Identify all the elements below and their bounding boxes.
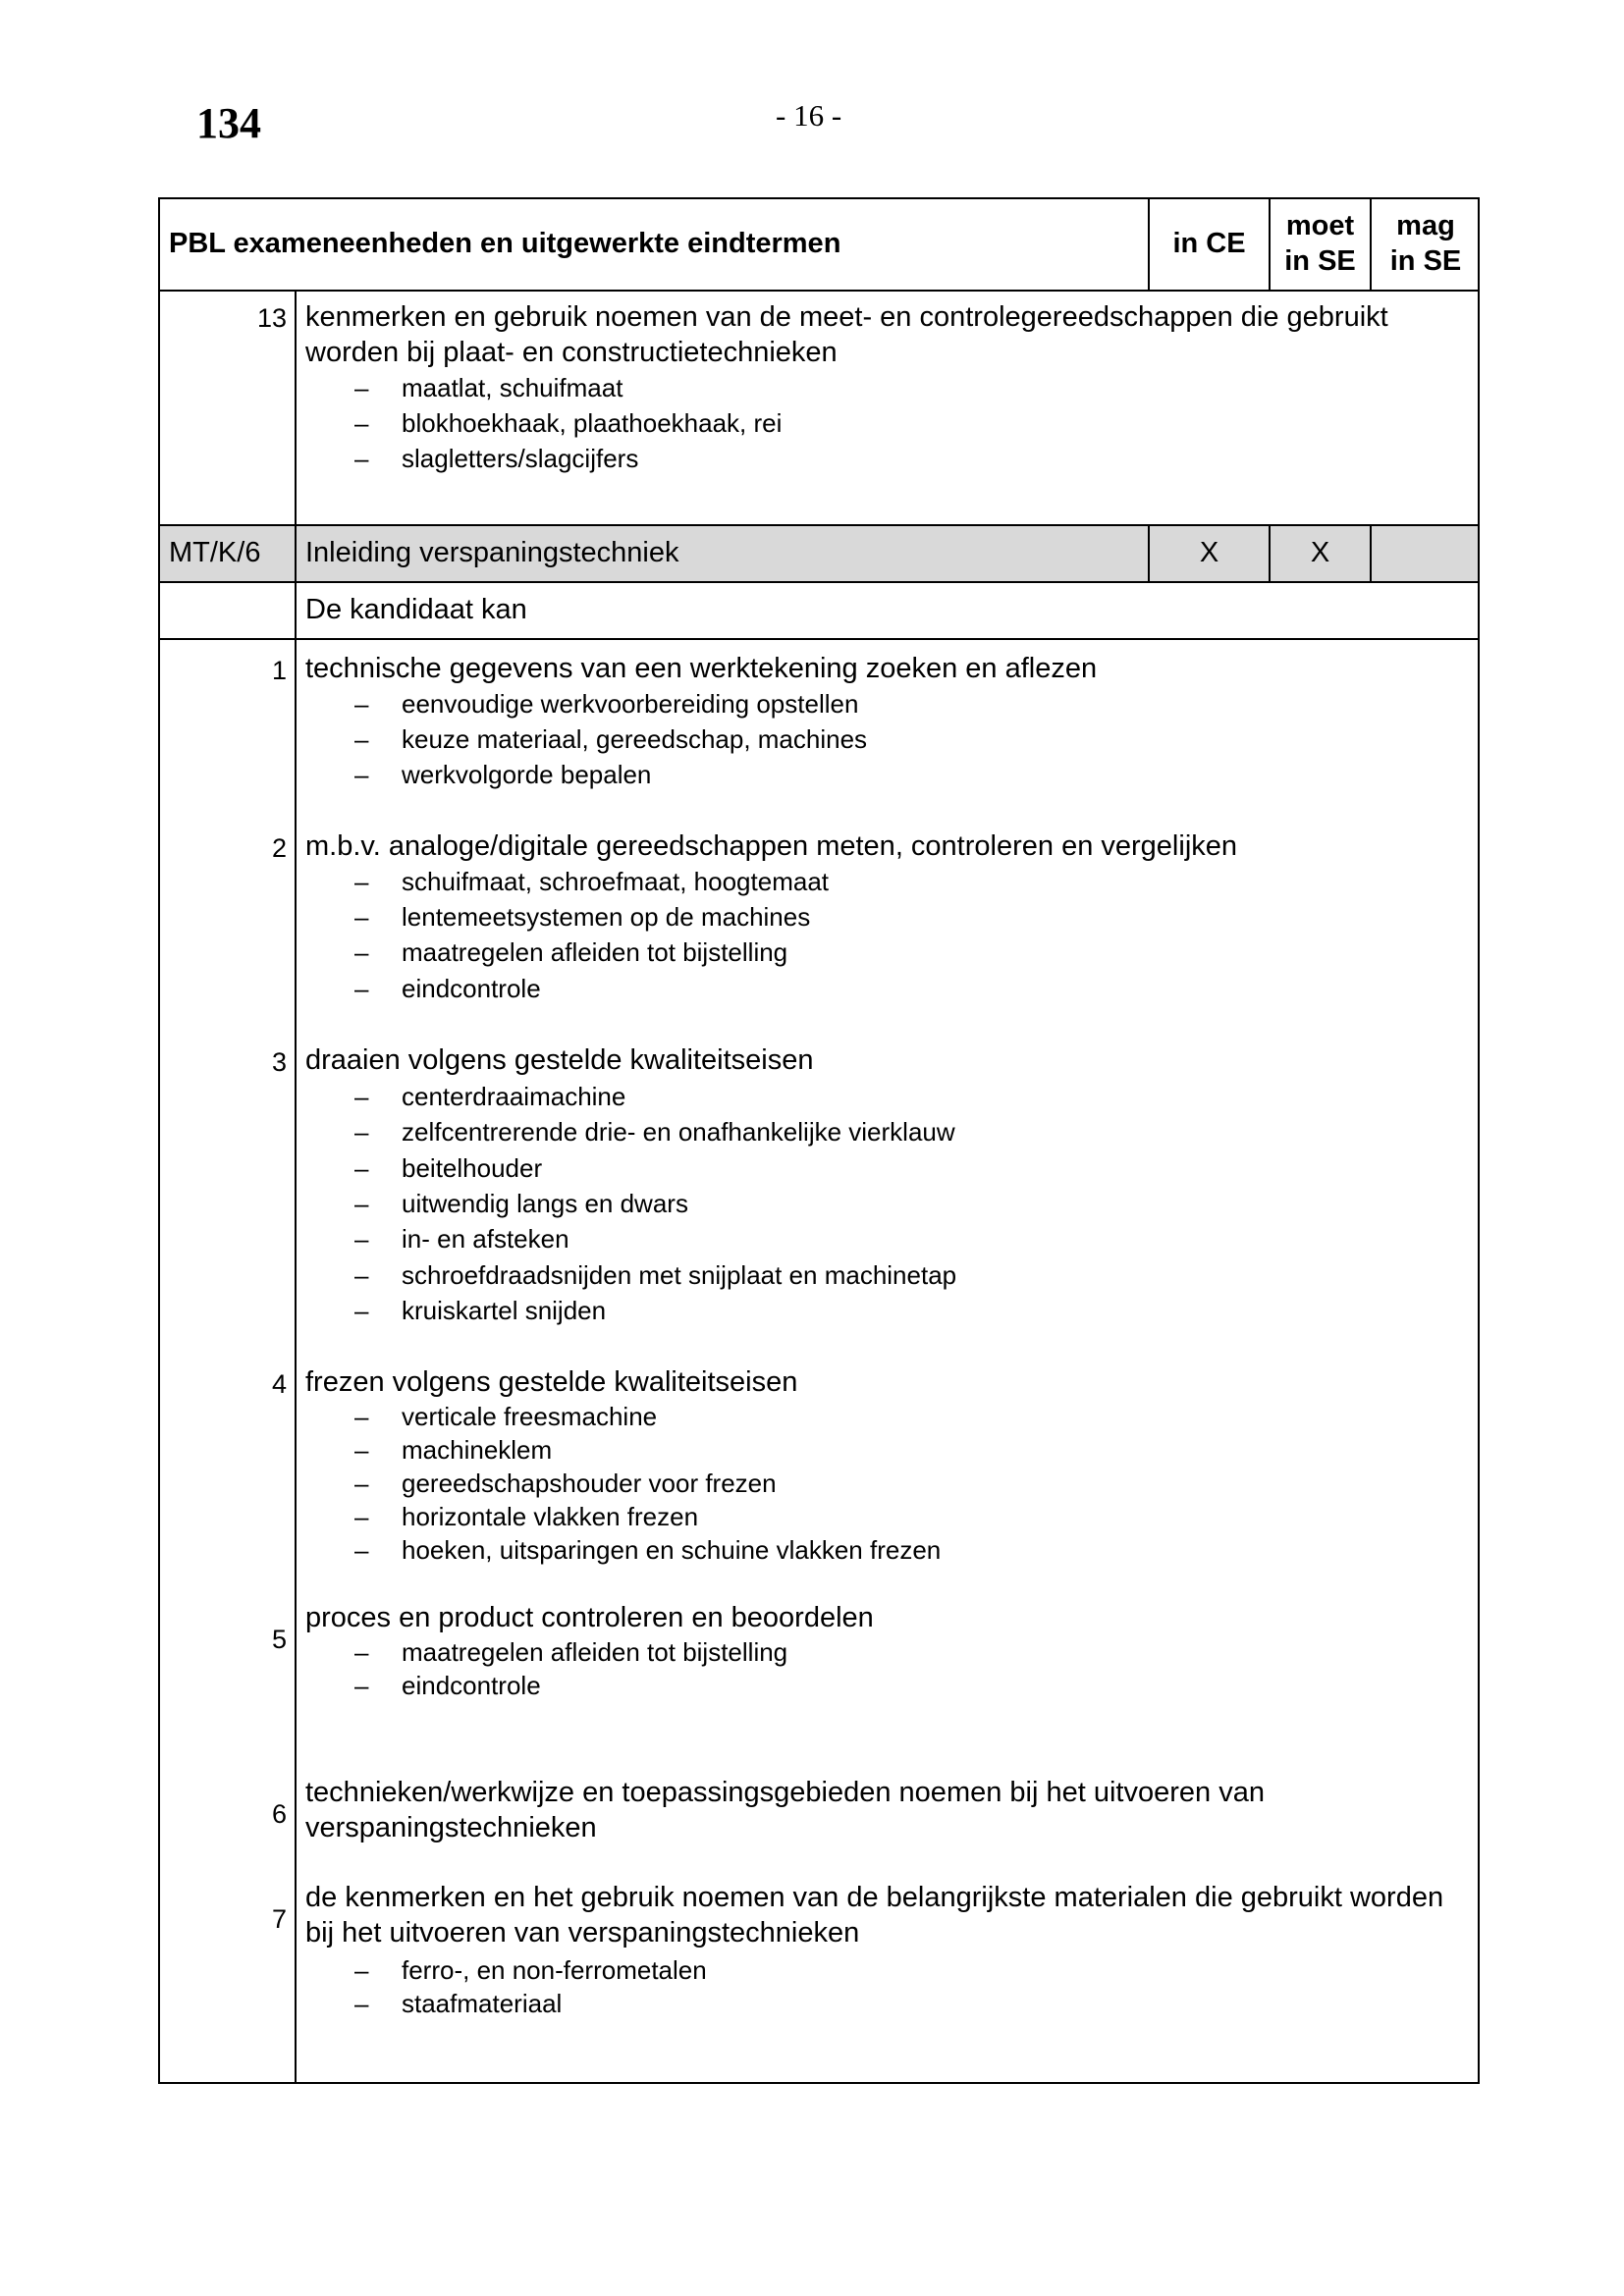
- item-number: 7: [271, 1904, 287, 1934]
- row-divider: [160, 638, 1478, 640]
- col-header-ce: in CE: [1172, 228, 1246, 259]
- row-divider: [160, 524, 1478, 526]
- sub-item: – centerdraaimachine: [354, 1082, 626, 1111]
- unit-title: Inleiding verspaningstechniek: [305, 537, 679, 568]
- item-text: kenmerken en gebruik noemen van de meet- en controlegereedschappen die gebruikt worden bij plaat- en constructietechnieken: [305, 301, 1388, 368]
- sub-item: – eindcontrole: [354, 974, 541, 1003]
- intro-text: De kandidaat kan: [305, 594, 527, 625]
- sub-item: – maatregelen afleiden tot bijstelling: [354, 937, 788, 967]
- unit-code: MT/K/6: [169, 537, 261, 568]
- sub-item: – schuifmaat, schroefmaat, hoogtemaat: [354, 867, 830, 896]
- sub-item: – slagletters/slagcijfers: [354, 444, 639, 473]
- sub-item: – verticale freesmachine: [354, 1402, 658, 1431]
- item-text: frezen volgens gestelde kwaliteitseisen: [305, 1366, 798, 1398]
- unit-moet-in-se-mark: X: [1310, 537, 1330, 568]
- sub-item: – beitelhouder: [354, 1153, 543, 1183]
- item-number: 6: [271, 1799, 287, 1829]
- sub-item: – zelfcentrerende drie- en onafhankelijke vierklauw: [354, 1117, 955, 1147]
- sub-item: – maatregelen afleiden tot bijstelling: [354, 1637, 788, 1667]
- item-number: 5: [271, 1625, 287, 1654]
- item-text: technieken/werkwijze en toepassingsgebieden noemen bij het uitvoeren van verspaningstechnieken: [305, 1777, 1265, 1843]
- sub-item: – uitwendig langs en dwars: [354, 1189, 688, 1218]
- number-column-divider: [295, 290, 297, 2082]
- item-number: 2: [271, 833, 287, 863]
- col-header-moet-line1: moet: [1285, 210, 1355, 241]
- sub-item: – in- en afsteken: [354, 1224, 569, 1254]
- item-text: technische gegevens van een werktekening zoeken en aflezen: [305, 653, 1098, 684]
- sub-item: – schroefdraadsnijden met snijplaat en machinetap: [354, 1260, 957, 1290]
- row-divider: [160, 581, 1478, 583]
- sub-item: – keuze materiaal, gereedschap, machines: [354, 724, 868, 754]
- header-divider: [160, 290, 1478, 292]
- table-title: PBL exameneenheden en uitgewerkte eindtermen: [169, 228, 841, 259]
- col-header-moet-line2: in SE: [1284, 245, 1356, 277]
- sub-item: – staafmateriaal: [354, 1989, 563, 2018]
- item-text: de kenmerken en het gebruik noemen van de belangrijkste materialen die gebruikt worden bij het uitvoeren van verspaningstechnieken: [305, 1882, 1444, 1949]
- sub-item: – hoeken, uitsparingen en schuine vlakken frezen: [354, 1535, 942, 1565]
- col-header-mag-line2: in SE: [1389, 245, 1462, 277]
- sub-item: – kruiskartel snijden: [354, 1296, 607, 1325]
- sub-item: – blokhoekhaak, plaathoekhaak, rei: [354, 408, 783, 438]
- col-header-mag-line1: mag: [1396, 210, 1455, 241]
- sub-item: – ferro-, en non-ferrometalen: [354, 1955, 707, 1985]
- unit-in-ce-mark: X: [1199, 537, 1219, 568]
- item-text: proces en product controleren en beoordelen: [305, 1602, 874, 1633]
- sub-item: – maatlat, schuifmaat: [354, 373, 623, 402]
- item-text: draaien volgens gestelde kwaliteitseisen: [305, 1044, 814, 1076]
- item-number: 4: [271, 1369, 287, 1399]
- item-number: 3: [271, 1047, 287, 1077]
- sub-item: – eenvoudige werkvoorbereiding opstellen: [354, 689, 859, 719]
- eindtermen-table: [158, 197, 1480, 2084]
- sub-item: – eindcontrole: [354, 1671, 541, 1700]
- sub-item: – gereedschapshouder voor frezen: [354, 1468, 777, 1498]
- sub-item: – horizontale vlakken frezen: [354, 1502, 699, 1531]
- sub-item: – lentemeetsystemen op de machines: [354, 902, 811, 932]
- sub-item: – werkvolgorde bepalen: [354, 760, 652, 789]
- page-number-left: 134: [196, 99, 261, 147]
- page-number-center: - 16 -: [776, 98, 842, 133]
- item-number: 1: [271, 656, 287, 685]
- item-text: m.b.v. analoge/digitale gereedschappen meten, controleren en vergelijken: [305, 830, 1238, 862]
- item-number: 13: [256, 303, 287, 333]
- mag-column-divider: [1370, 524, 1372, 583]
- sub-item: – machineklem: [354, 1435, 553, 1465]
